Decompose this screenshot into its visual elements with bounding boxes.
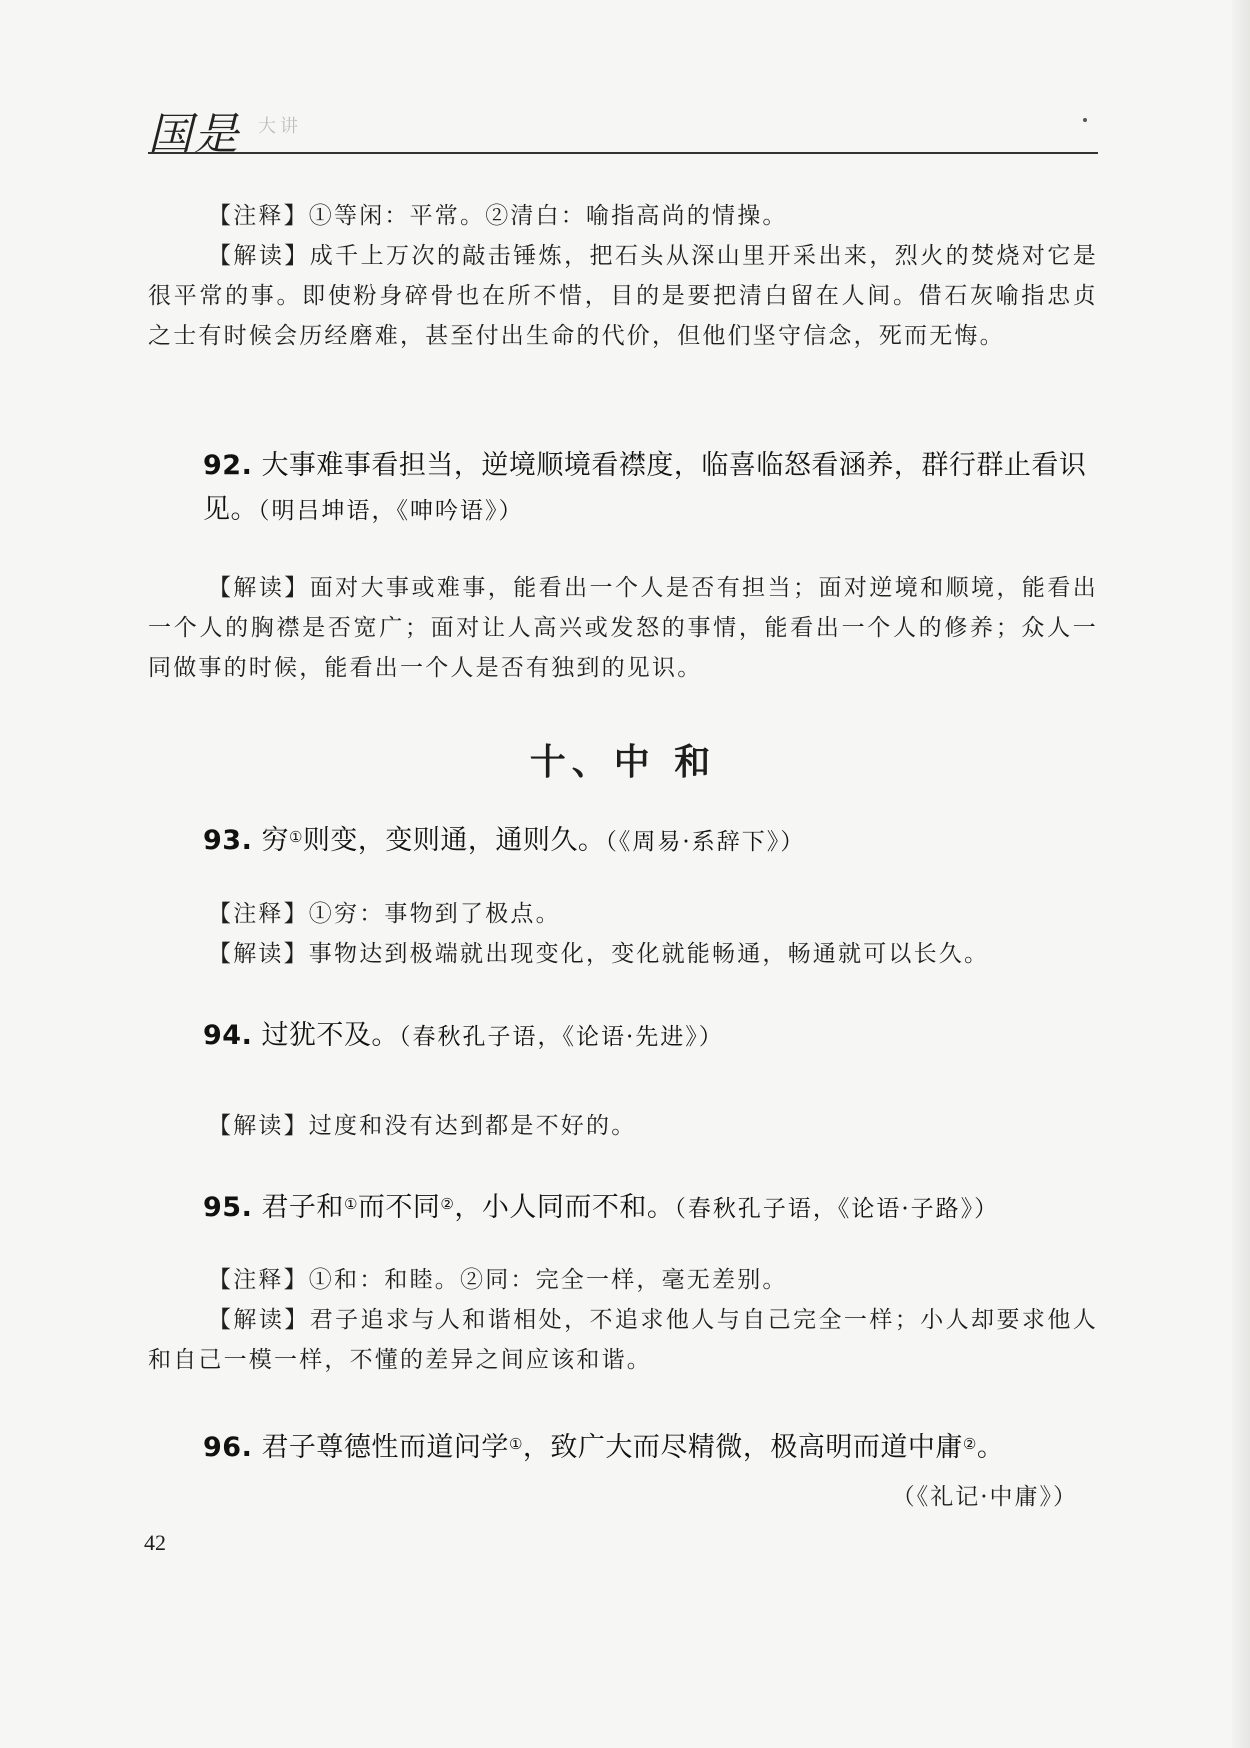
quote-93 (148, 819, 1098, 864)
quote-95-text-b: 而不同 (357, 1192, 441, 1223)
quote-95-number: 95. (203, 1192, 253, 1223)
quote-94 (148, 1014, 1098, 1059)
entry-91-reading-block (148, 236, 1098, 356)
entry-95-note: 【注释】①和：和睦。②同：完全一样，毫无差别。 (208, 1267, 788, 1293)
quote-96-source: （《礼记·中庸》） (891, 1484, 1078, 1510)
quote-92 (148, 444, 1098, 533)
entry-92-reading: 【解读】面对大事或难事，能看出一个人是否有担当；面对逆境和顺境，能看出一个人的胸襟是否宽广；面对让人高兴或发怒的事情，能看出一个人的修养；众人一同做事的时候，能看出一个人是否有独到的见识。 (148, 575, 1098, 681)
header-logo-tail: 大讲 (258, 116, 302, 137)
quote-96-number: 96. (203, 1432, 253, 1463)
entry-94-reading: 【解读】过度和没有达到都是不好的。 (208, 1113, 637, 1139)
entry-94-reading-block (148, 1106, 1098, 1146)
entry-93-note: 【注释】①穷：事物到了极点。 (208, 901, 561, 927)
footnote-marker: ② (440, 1195, 455, 1213)
quote-95-text-a: 君子和 (261, 1192, 344, 1223)
quote-92-text: 大事难事看担当，逆境顺境看襟度，临喜临怒看涵养，群行群止看识见。 (203, 450, 1087, 525)
quote-92-number: 92. (203, 450, 253, 481)
quote-94-text: 过犹不及。 (261, 1020, 399, 1051)
quote-92-source: （明吕坤语，《呻吟语》） (258, 498, 524, 524)
entry-93-reading: 【解读】事物达到极端就出现变化，变化就能畅通，畅通就可以长久。 (208, 941, 990, 967)
quote-94-number: 94. (203, 1020, 253, 1051)
page-number: 42 (144, 1530, 166, 1555)
header-dot (1083, 118, 1087, 122)
quote-93-source: （《周易·系辞下》） (605, 829, 806, 855)
quote-96-text-a: 君子尊德性而道问学 (261, 1432, 509, 1463)
quote-95-text-c: ，小人同而不和。 (454, 1192, 675, 1223)
footnote-marker: ① (288, 828, 303, 846)
quote-94-source: （春秋孔子语，《论语·先进》） (398, 1024, 724, 1050)
entry-91-note: 【注释】①等闲：平常。②清白：喻指高尚的情操。 (208, 203, 788, 229)
quote-96-text-b: ，致广大而尽精微，极高明而道中庸 (522, 1432, 963, 1463)
header-logo: 国是 (148, 109, 240, 160)
footnote-marker: ① (508, 1435, 523, 1453)
quote-93-text-a: 穷 (261, 825, 289, 856)
quote-96-text-c: 。 (976, 1432, 1005, 1463)
entry-95-reading: 【解读】君子追求与人和谐相处，不追求他人与自己完全一样；小人却要求他人和自己一模一样，不懂的差异之间应该和谐。 (148, 1307, 1098, 1373)
entry-95-block (148, 1260, 1098, 1380)
quote-93-number: 93. (203, 825, 253, 856)
header-rule (148, 152, 1098, 154)
entry-91-reading: 【解读】成千上万次的敲击锤炼，把石头从深山里开采出来，烈火的焚烧对它是很平常的事。即使粉身碎骨也在所不惜，目的是要把清白留在人间。借石灰喻指忠贞之士有时候会历经磨难，甚至付出生命的代价，但他们坚守信念，死而无悔。 (148, 243, 1098, 349)
footnote-marker: ② (962, 1435, 977, 1453)
section-title: 十、中 和 (529, 741, 717, 783)
quote-96 (148, 1426, 1098, 1470)
quote-95 (148, 1186, 1098, 1231)
quote-95-source: （春秋孔子语，《论语·子路》） (674, 1196, 1000, 1222)
page-edge-shadow (1232, 0, 1250, 1748)
entry-92-reading-block (148, 568, 1098, 688)
quote-93-text-b: 则变，变则通，通则久。 (302, 825, 606, 856)
entry-91-note-block (148, 196, 1098, 236)
entry-93-note-block (148, 894, 1098, 974)
footnote-marker: ① (343, 1195, 358, 1213)
